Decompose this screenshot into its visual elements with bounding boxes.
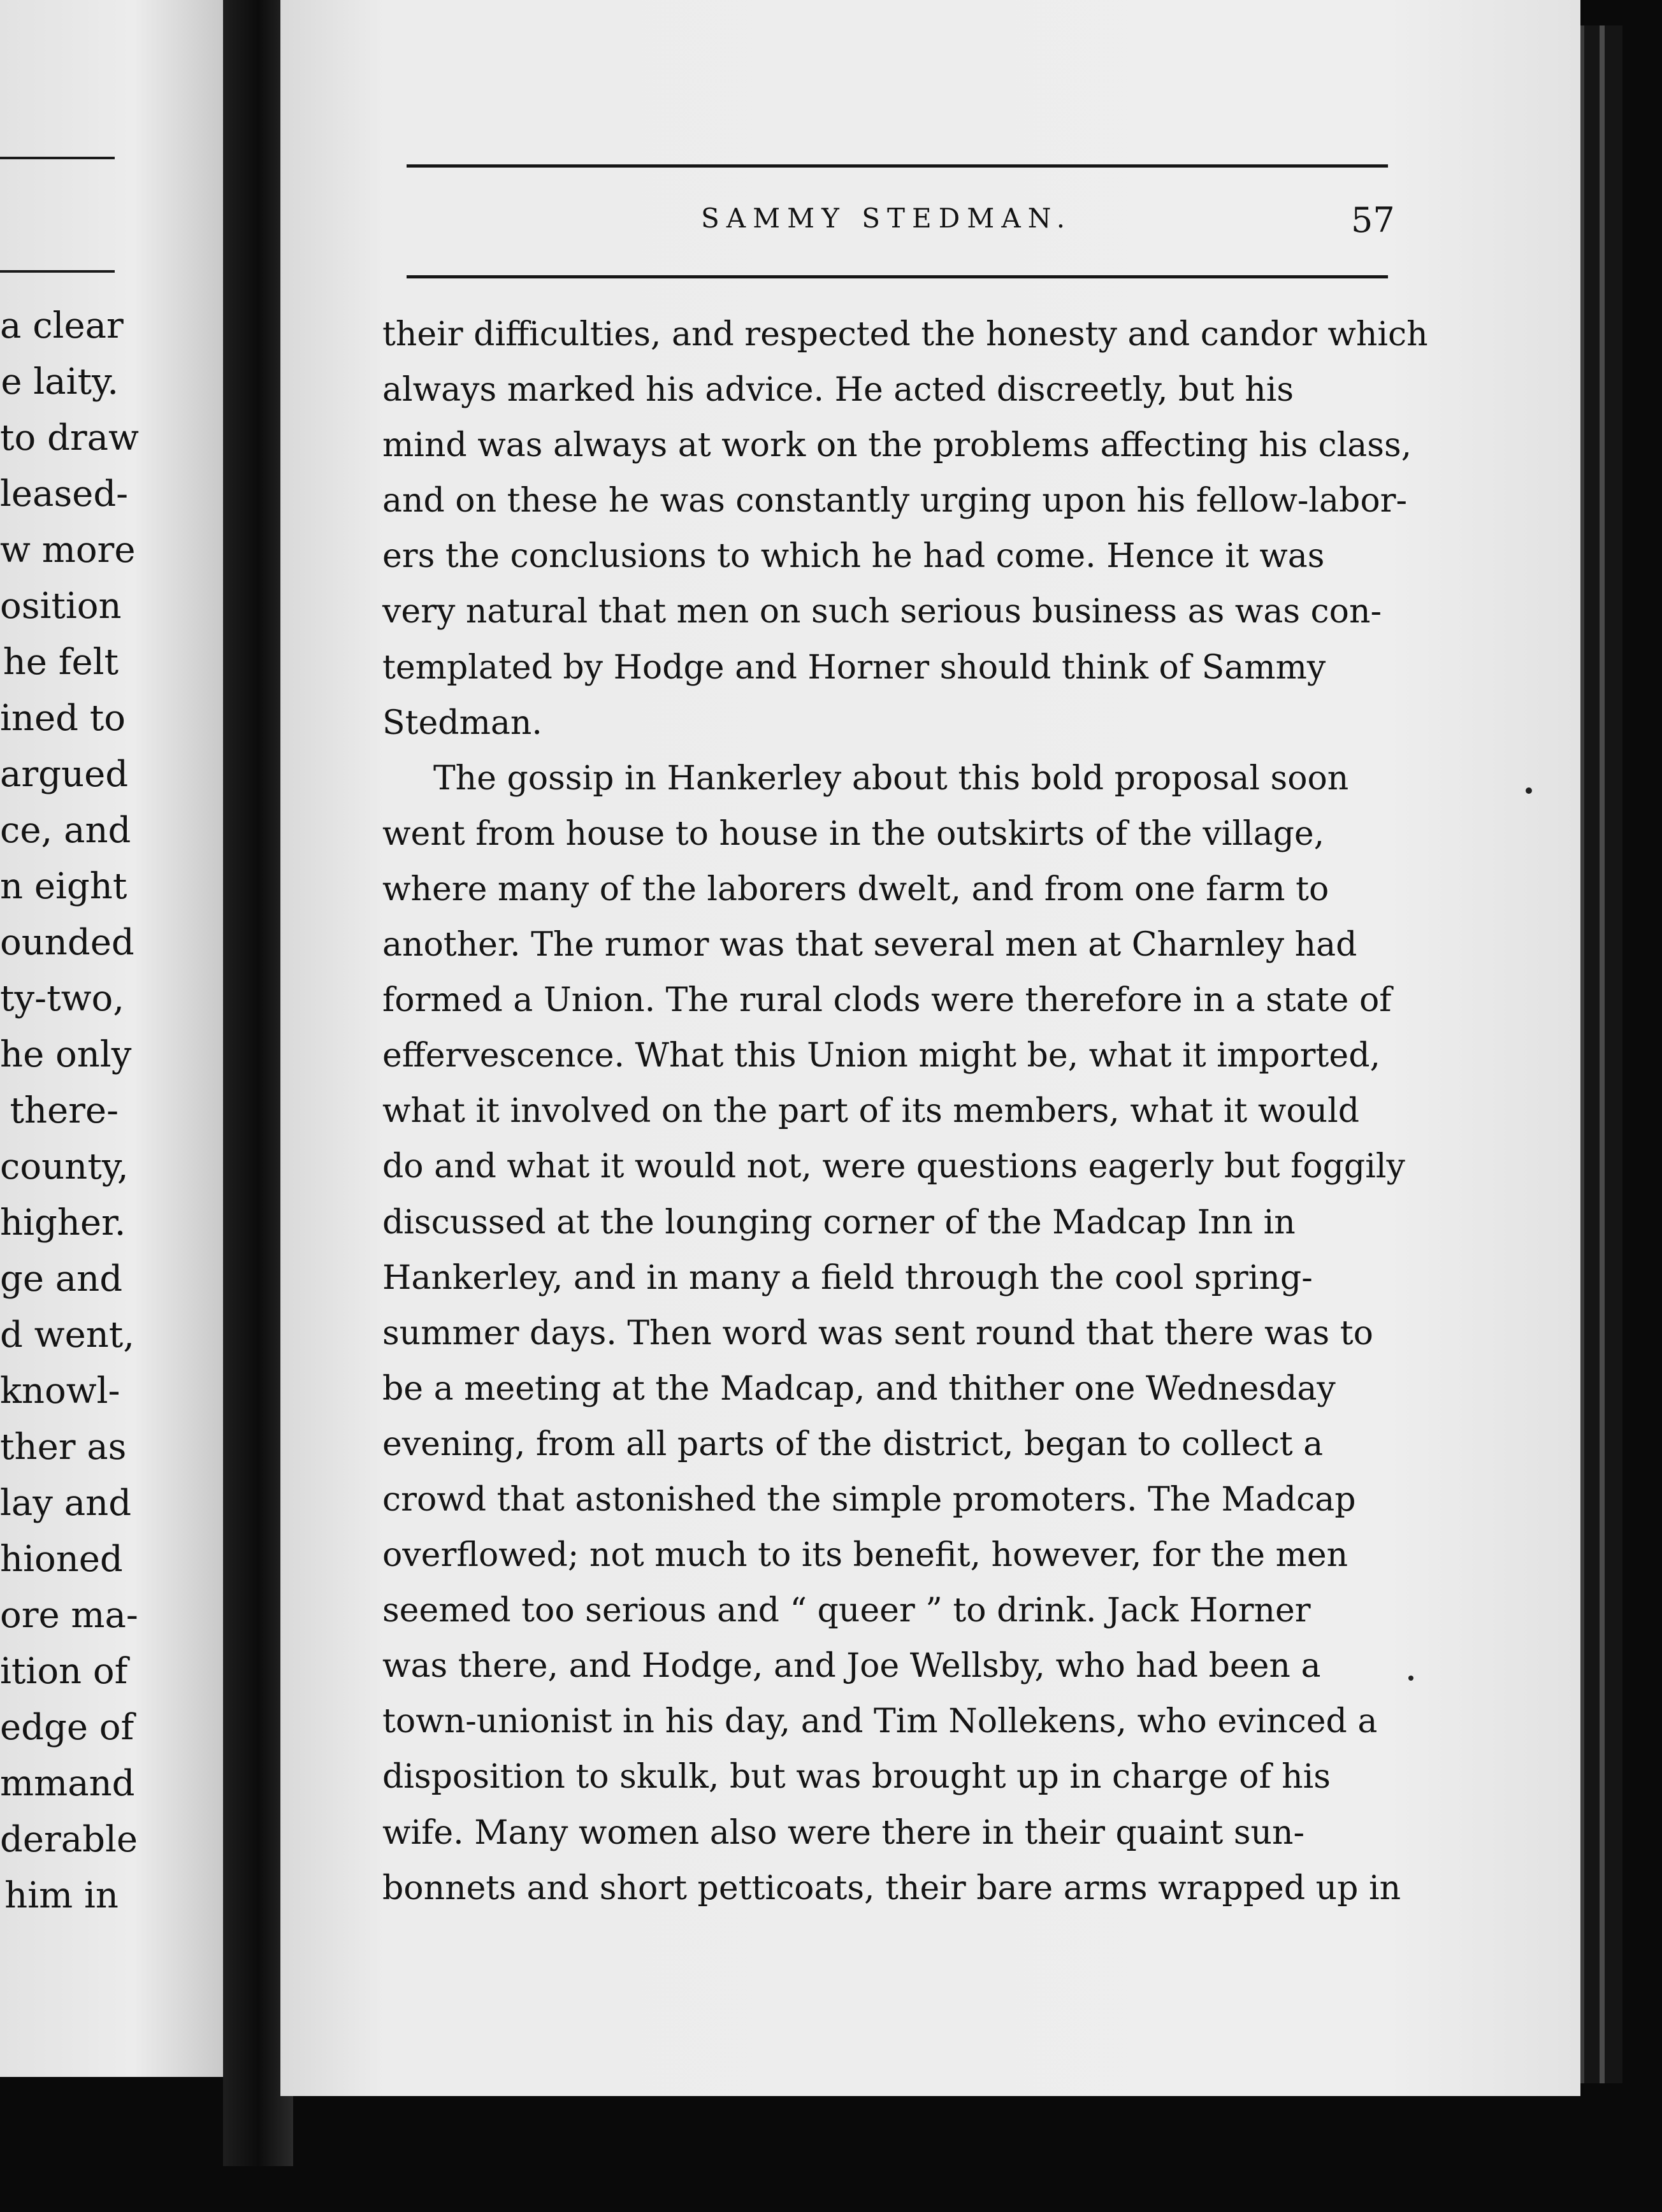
text-line: crowd that astonished the simple promoters. The Madcap [382, 1480, 1356, 1519]
left-line-fragment: derable [0, 1819, 138, 1860]
text-line: was there, and Hodge, and Joe Wellsby, who had been a [382, 1647, 1321, 1686]
text-line: be a meeting at the Madcap, and thither one Wednesday [382, 1369, 1336, 1408]
text-line: another. The rumor was that several men at Charnley had [382, 926, 1357, 965]
left-line-fragment: d went, [0, 1314, 135, 1356]
text-line: mind was always at work on the problems affecting his class, [382, 426, 1412, 465]
page-edge-line [1600, 25, 1605, 2083]
left-line-fragment: him in [4, 1875, 119, 1916]
text-line: town-unionist in his day, and Tim Nollekens, who evinced a [382, 1702, 1378, 1741]
left-line-fragment: argued [0, 754, 129, 795]
left-line-fragment: ce, and [0, 810, 131, 851]
running-head: SAMMY STEDMAN. [701, 203, 1073, 234]
text-line: and on these he was constantly urging upon his fellow-labor- [382, 482, 1408, 521]
left-line-fragment: lay and [0, 1483, 132, 1524]
text-line: Stedman. [382, 703, 542, 742]
left-line-fragment: ined to [0, 698, 126, 739]
left-line-fragment: county, [0, 1146, 129, 1188]
text-line: seemed too serious and “ queer ” to drink. Jack Horner [382, 1591, 1311, 1630]
header-rule-bottom [407, 275, 1388, 278]
text-line: The gossip in Hankerley about this bold proposal soon [433, 759, 1349, 798]
left-line-fragment: to draw [0, 417, 139, 459]
text-line: bonnets and short petticoats, their bare arms wrapped up in [382, 1869, 1401, 1907]
print-speck [1408, 1676, 1413, 1681]
paragraph [382, 751, 1405, 1916]
left-line-fragment: he felt [3, 642, 119, 683]
body-text [382, 307, 1428, 1916]
text-line: templated by Hodge and Horner should think of Sammy [382, 648, 1326, 687]
text-line: do and what it would not, were questions eagerly but foggily [382, 1147, 1405, 1186]
left-line-fragment: mmand [0, 1763, 135, 1804]
left-line-fragment: there- [10, 1090, 119, 1131]
left-line-fragment: ition of [0, 1651, 128, 1692]
text-line: discussed at the lounging corner of the Madcap Inn in [382, 1203, 1296, 1242]
page-number: 57 [1351, 200, 1395, 240]
text-line: formed a Union. The rural clods were therefore in a state of [382, 981, 1392, 1020]
left-line-fragment: higher. [0, 1202, 126, 1244]
left-header-rule-top [0, 157, 115, 159]
left-line-fragment: knowl- [0, 1370, 120, 1412]
left-header-rule-bottom [0, 270, 115, 273]
left-line-fragment: hioned [0, 1539, 123, 1580]
text-line: effervescence. What this Union might be, what it imported, [382, 1037, 1381, 1075]
facing-page-left [0, 0, 223, 2077]
text-line: overflowed; not much to its benefit, however, for the men [382, 1536, 1348, 1575]
left-line-fragment: ther as [0, 1426, 127, 1468]
left-line-fragment: leased- [0, 473, 129, 515]
left-line-fragment: a clear [0, 305, 124, 347]
text-line: always marked his advice. He acted discreetly, but his [382, 371, 1294, 410]
text-line: what it involved on the part of its members, what it would [382, 1092, 1360, 1131]
left-page-text [0, 298, 139, 1924]
left-line-fragment: ty-two, [0, 978, 125, 1019]
text-line: Hankerley, and in many a field through the cool spring- [382, 1258, 1313, 1297]
text-line: evening, from all parts of the district, began to collect a [382, 1425, 1324, 1463]
left-line-fragment: osition [0, 585, 122, 627]
left-line-fragment: edge of [0, 1707, 134, 1748]
paragraph [382, 307, 1428, 751]
text-line: where many of the laborers dwelt, and from one farm to [382, 870, 1329, 908]
left-line-fragment: n eight [0, 866, 127, 907]
text-line: very natural that men on such serious business as was con- [382, 592, 1382, 631]
text-line: their difficulties, and respected the honesty and candor which [382, 315, 1428, 354]
text-line: ers the conclusions to which he had come. Hence it was [382, 537, 1325, 576]
text-line: summer days. Then word was sent round that there was to [382, 1314, 1373, 1353]
text-line: wife. Many women also were there in their quaint sun- [382, 1813, 1305, 1852]
left-line-fragment: e laity. [1, 361, 119, 403]
left-line-fragment: ore ma- [0, 1595, 138, 1636]
left-line-fragment: w more [0, 529, 136, 571]
left-line-fragment: ge and [0, 1258, 123, 1300]
header-rule-top [407, 164, 1388, 168]
left-line-fragment: he only [0, 1034, 132, 1075]
text-line: disposition to skulk, but was brought up in charge of his [382, 1758, 1331, 1797]
left-line-fragment: ounded [0, 922, 134, 963]
print-speck [1526, 787, 1532, 794]
text-line: went from house to house in the outskirts of the village, [382, 814, 1325, 853]
